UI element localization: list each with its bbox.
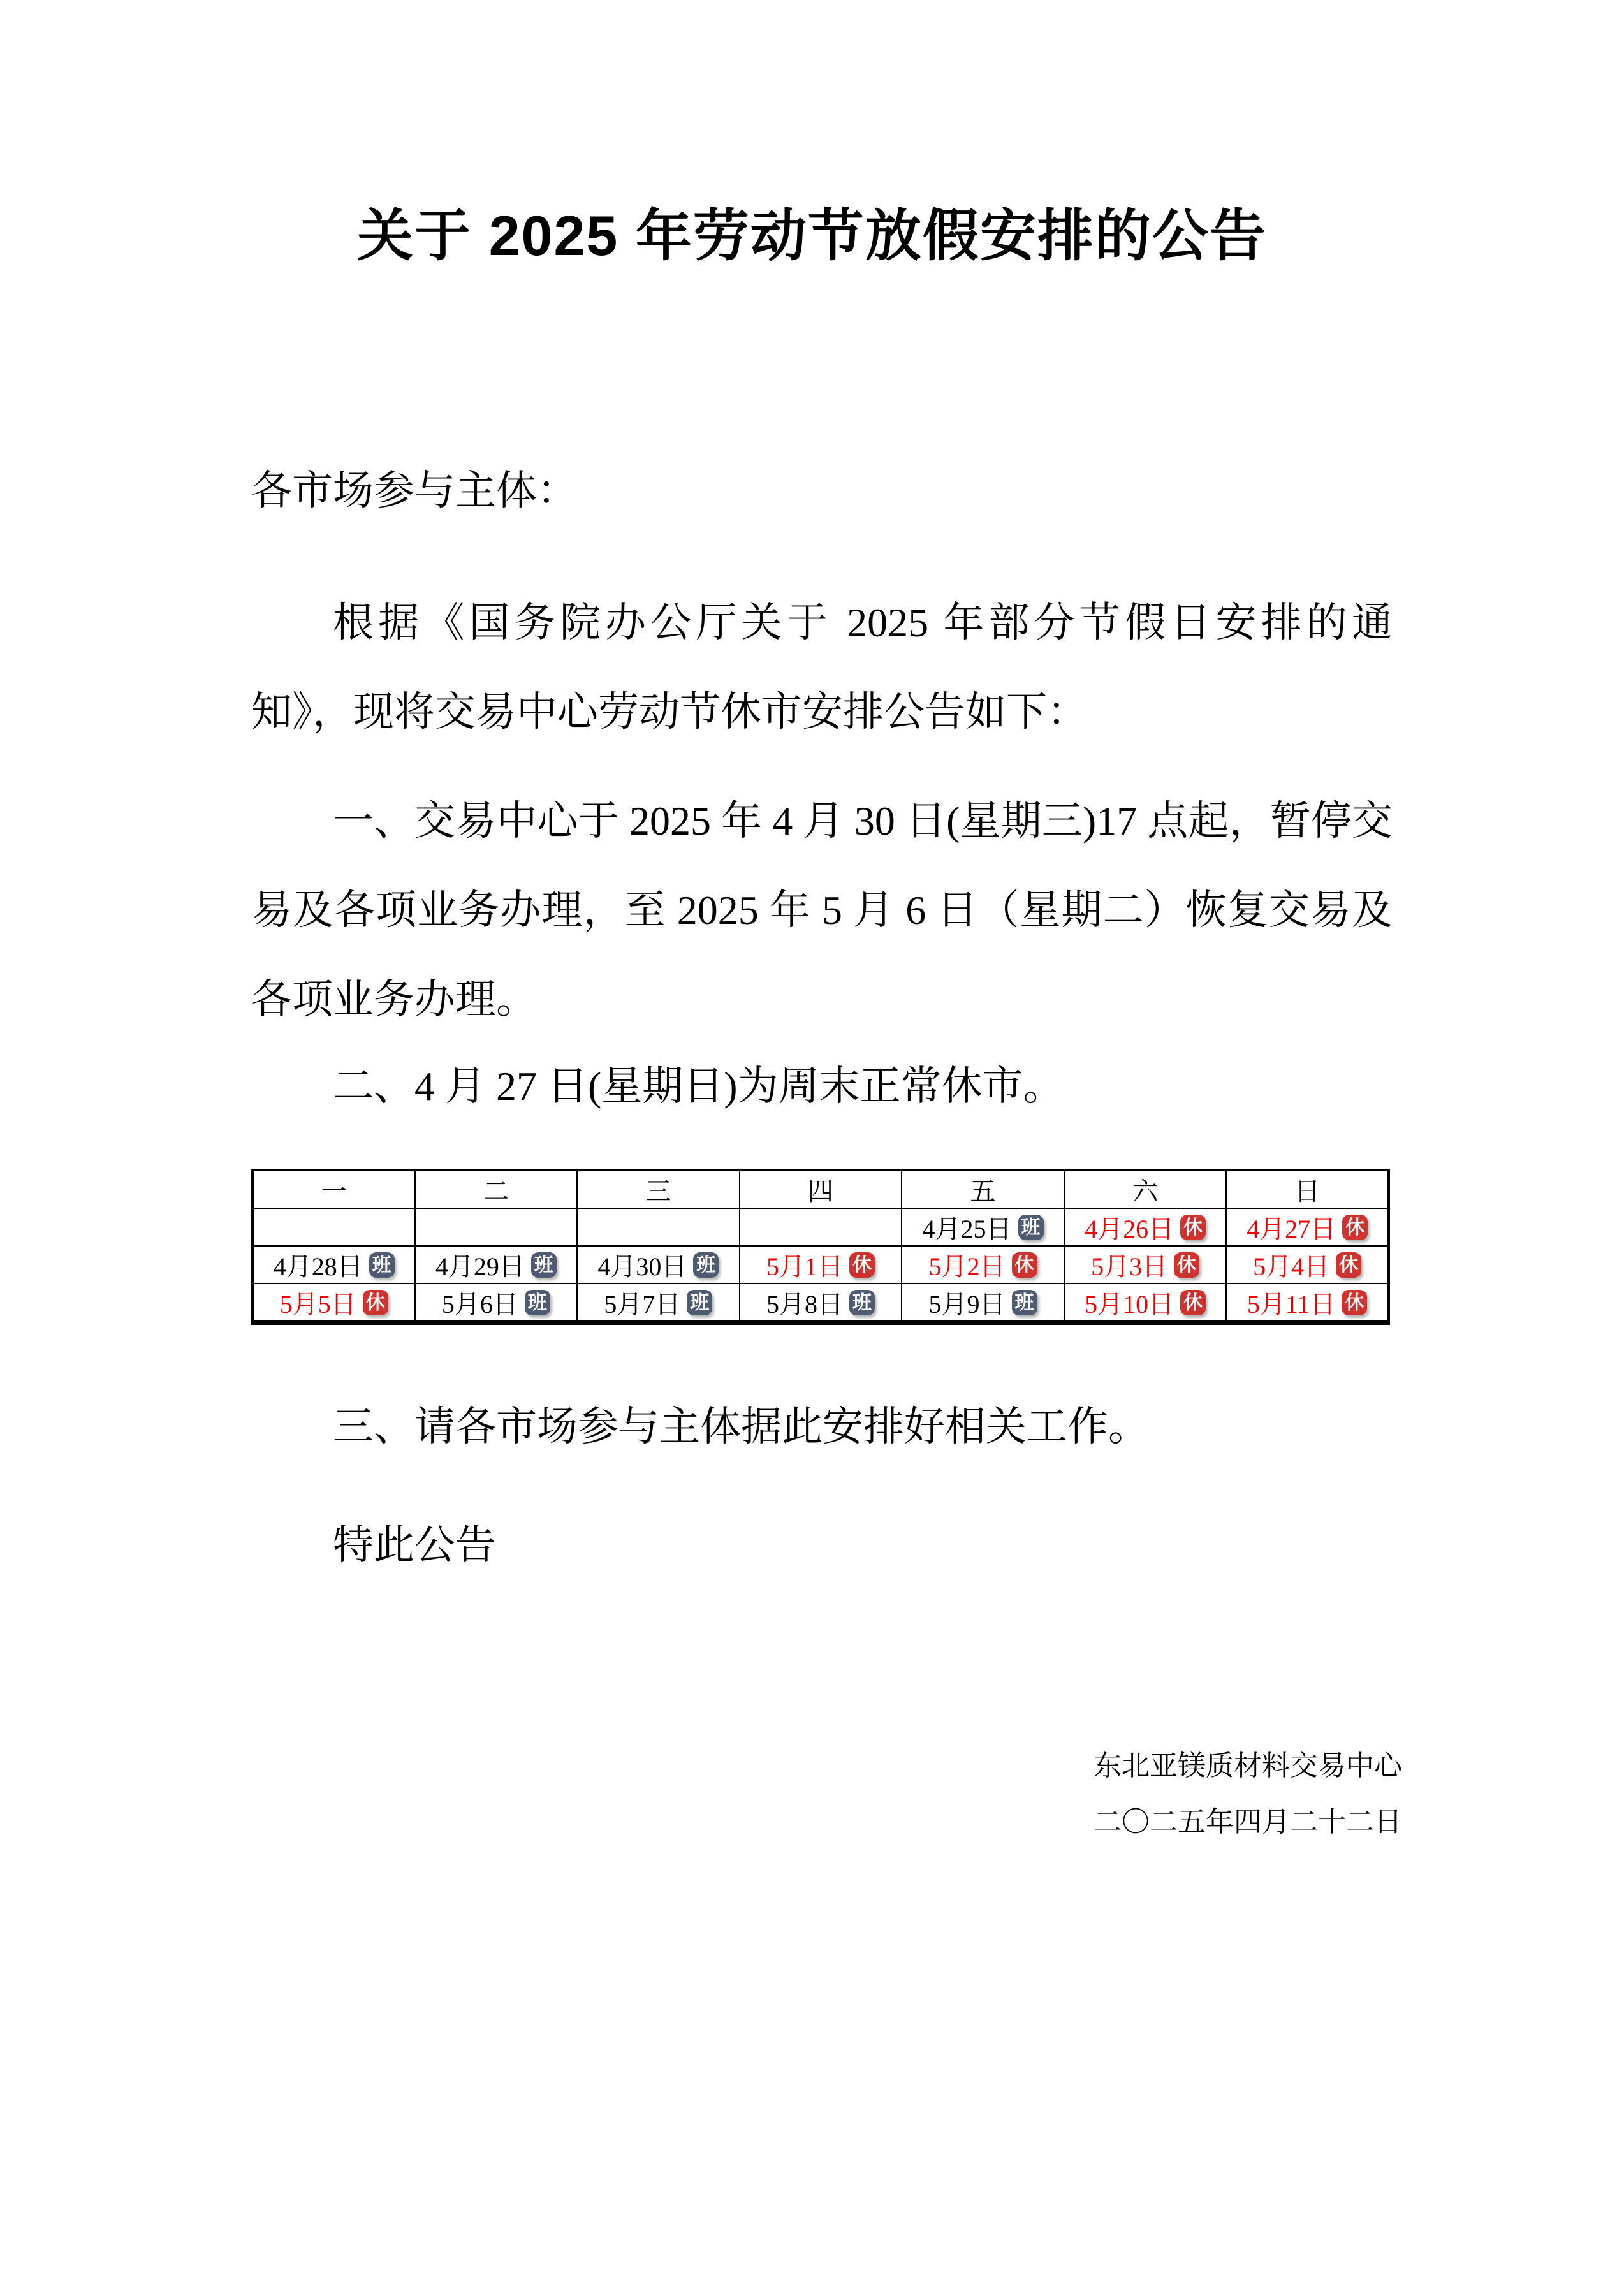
date-label: 4月30日 <box>597 1252 687 1281</box>
date-label: 4月25日 <box>922 1215 1012 1243</box>
date-label: 5月9日 <box>928 1290 1006 1319</box>
date-label: 5月5日 <box>279 1290 356 1319</box>
calendar-empty-cell <box>577 1208 740 1246</box>
calendar-date-cell <box>1226 1208 1389 1246</box>
calendar-date-cell <box>577 1283 740 1323</box>
date-label: 5月8日 <box>766 1290 843 1319</box>
calendar-weekday-cell: 四 <box>740 1170 902 1208</box>
date-label: 5月3日 <box>1091 1252 1168 1281</box>
rest-day-badge: 休 <box>1012 1252 1037 1278</box>
calendar-empty-cell <box>740 1208 902 1246</box>
signature-block <box>1094 1738 1402 1850</box>
date-label: 5月1日 <box>766 1252 843 1281</box>
rest-day-badge: 休 <box>1180 1215 1206 1240</box>
date-label: 5月10日 <box>1085 1290 1174 1319</box>
rest-day-badge: 休 <box>1336 1252 1361 1278</box>
signature-org: 东北亚镁质材料交易中心 <box>1094 1750 1402 1781</box>
calendar-row <box>252 1246 1389 1283</box>
work-day-badge: 班 <box>369 1252 395 1278</box>
calendar-weekday-cell: 日 <box>1226 1170 1389 1208</box>
calendar-empty-cell <box>252 1208 415 1246</box>
calendar-date-cell <box>902 1283 1064 1323</box>
calendar-date-cell <box>252 1246 415 1283</box>
calendar-date-cell <box>415 1283 578 1323</box>
rest-day-badge: 休 <box>1342 1290 1367 1315</box>
calendar-weekday-cell: 六 <box>1064 1170 1227 1208</box>
work-day-badge: 班 <box>525 1290 550 1315</box>
paragraph-item-1: 一、交易中心于 2025 年 4 月 30 日(星期三)17 点起，暂停交易及各项业务办理，至 2025 年 5 月 6 日（星期二）恢复交易及各项业务办理。 <box>251 798 1393 1022</box>
rest-day-badge: 休 <box>849 1252 875 1278</box>
work-day-badge: 班 <box>687 1290 712 1315</box>
calendar-row <box>252 1283 1389 1323</box>
calendar-date-cell <box>740 1283 902 1323</box>
closing-statement: 特此公告 <box>333 1523 496 1568</box>
calendar-date-cell <box>577 1246 740 1283</box>
work-day-badge: 班 <box>849 1290 875 1315</box>
work-day-badge: 班 <box>1018 1215 1044 1240</box>
salutation: 各市场参与主体： <box>251 468 578 513</box>
work-day-badge: 班 <box>693 1252 719 1278</box>
work-day-badge: 班 <box>1012 1290 1037 1315</box>
calendar-weekday-cell: 二 <box>415 1170 578 1208</box>
page-title: 关于 2025 年劳动节放假安排的公告 <box>357 204 1267 267</box>
date-label: 5月7日 <box>604 1290 681 1319</box>
rest-day-badge: 休 <box>1180 1290 1206 1315</box>
calendar-empty-cell <box>415 1208 578 1246</box>
calendar-body <box>252 1208 1389 1323</box>
rest-day-badge: 休 <box>1174 1252 1199 1278</box>
calendar-date-cell <box>1226 1246 1389 1283</box>
calendar-date-cell <box>1064 1246 1227 1283</box>
date-label: 4月28日 <box>273 1252 363 1281</box>
calendar-row <box>252 1208 1389 1246</box>
calendar-date-cell <box>740 1246 902 1283</box>
paragraph-intro: 根据《国务院办公厅关于 2025 年部分节假日安排的通知》，现将交易中心劳动节休市安排公告如下： <box>251 600 1393 735</box>
calendar-date-cell <box>1064 1283 1227 1323</box>
rest-day-badge: 休 <box>363 1290 388 1315</box>
work-day-badge: 班 <box>531 1252 557 1278</box>
calendar-date-cell <box>252 1283 415 1323</box>
paragraph-item-3: 三、请各市场参与主体据此安排好相关工作。 <box>333 1404 1149 1449</box>
date-label: 4月29日 <box>435 1252 525 1281</box>
date-label: 5月11日 <box>1247 1290 1336 1319</box>
holiday-calendar-table <box>251 1169 1390 1325</box>
date-label: 4月26日 <box>1085 1215 1174 1243</box>
signature-date: 二〇二五年四月二十二日 <box>1094 1806 1402 1838</box>
calendar-date-cell <box>1226 1283 1389 1323</box>
date-label: 5月2日 <box>928 1252 1006 1281</box>
calendar-header-row <box>252 1170 1389 1208</box>
calendar-weekday-cell: 三 <box>577 1170 740 1208</box>
calendar-date-cell <box>415 1246 578 1283</box>
calendar-weekday-row <box>252 1170 1389 1208</box>
calendar-date-cell <box>902 1246 1064 1283</box>
calendar-weekday-cell: 五 <box>902 1170 1064 1208</box>
date-label: 5月6日 <box>441 1290 518 1319</box>
calendar-date-cell <box>902 1208 1064 1246</box>
date-label: 5月4日 <box>1253 1252 1330 1281</box>
calendar-weekday-cell: 一 <box>252 1170 415 1208</box>
paragraph-item-2: 二、4 月 27 日(星期日)为周末正常休市。 <box>333 1064 1064 1109</box>
calendar-date-cell <box>1064 1208 1227 1246</box>
date-label: 4月27日 <box>1247 1215 1336 1243</box>
rest-day-badge: 休 <box>1342 1215 1368 1240</box>
